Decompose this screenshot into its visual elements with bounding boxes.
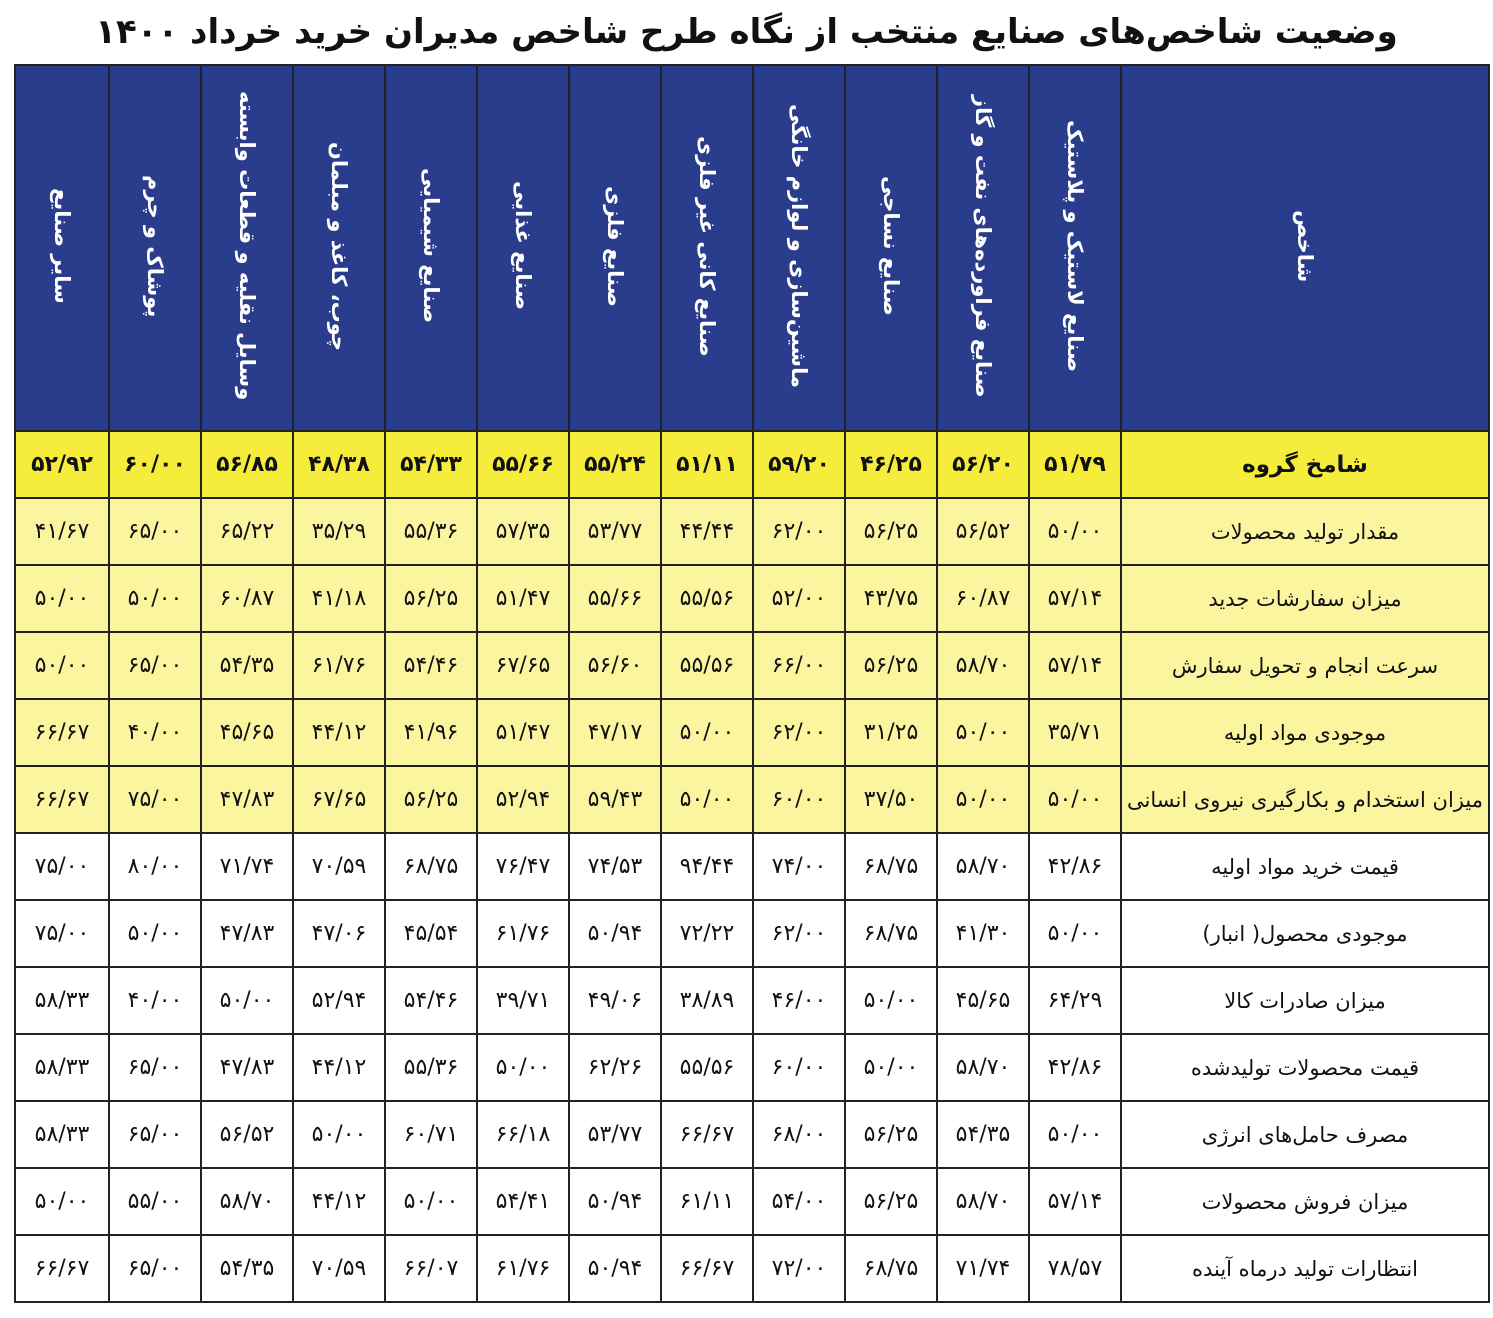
table-cell: ۶۶/۱۸ (477, 1101, 569, 1168)
table-cell: ۵۴/۳۵ (937, 1101, 1029, 1168)
row-label: موجودی مواد اولیه (1121, 699, 1489, 766)
table-cell: ۷۵/۰۰ (109, 766, 201, 833)
header-label: صنایع غذایی (511, 181, 535, 311)
table-cell: ۶۱/۷۶ (293, 632, 385, 699)
row-label: میزان صادرات کالا (1121, 967, 1489, 1034)
table-cell: ۶۵/۰۰ (109, 632, 201, 699)
table-cell: ۵۶/۸۵ (201, 431, 293, 498)
header-label: صنایع لاستیک و پلاستیک (1063, 119, 1087, 373)
table-cell: ۵۶/۲۵ (845, 1168, 937, 1235)
table-cell: ۵۰/۰۰ (1029, 900, 1121, 967)
table-cell: ۵۳/۷۷ (569, 498, 661, 565)
table-row (15, 632, 1489, 699)
table-cell: ۶۵/۰۰ (109, 498, 201, 565)
header-indicator (1121, 65, 1489, 431)
table-cell: ۶۷/۶۵ (293, 766, 385, 833)
table-cell: ۵۴/۴۶ (385, 632, 477, 699)
table-cell: ۵۶/۲۰ (937, 431, 1029, 498)
table-cell: ۴۷/۸۳ (201, 900, 293, 967)
table-cell: ۷۵/۰۰ (15, 833, 109, 900)
group-index-row (15, 431, 1489, 498)
row-label: شامخ گروه (1121, 431, 1489, 498)
table-cell: ۶۷/۶۵ (477, 632, 569, 699)
row-label: مقدار تولید محصولات (1121, 498, 1489, 565)
table-row (15, 967, 1489, 1034)
table-cell: ۷۱/۷۴ (937, 1235, 1029, 1302)
table-cell: ۷۲/۲۲ (661, 900, 753, 967)
table-cell: ۵۰/۰۰ (937, 766, 1029, 833)
page-title: وضعیت شاخص‌های صنایع منتخب از نگاه طرح شاخص مدیران خرید خرداد ۱۴۰۰ (95, 12, 1398, 52)
table-cell: ۵۰/۰۰ (293, 1101, 385, 1168)
table-cell: ۳۵/۲۹ (293, 498, 385, 565)
header-industry (109, 65, 201, 431)
table-cell: ۶۰/۷۱ (385, 1101, 477, 1168)
table-cell: ۴۴/۱۲ (293, 699, 385, 766)
table-cell: ۵۳/۷۷ (569, 1101, 661, 1168)
header-label: سایر صنایع (50, 188, 74, 304)
table-cell: ۵۰/۰۰ (937, 699, 1029, 766)
table-cell: ۴۵/۶۵ (937, 967, 1029, 1034)
table-cell: ۷۱/۷۴ (201, 833, 293, 900)
table-cell: ۴۶/۰۰ (753, 967, 845, 1034)
table-cell: ۳۹/۷۱ (477, 967, 569, 1034)
table-cell: ۵۷/۱۴ (1029, 632, 1121, 699)
table-cell: ۶۱/۷۶ (477, 1235, 569, 1302)
table-cell: ۵۰/۰۰ (845, 967, 937, 1034)
table-cell: ۵۸/۳۳ (15, 1101, 109, 1168)
table-row (15, 900, 1489, 967)
table-row (15, 833, 1489, 900)
table-cell: ۶۵/۰۰ (109, 1101, 201, 1168)
table-cell: ۵۰/۰۰ (201, 967, 293, 1034)
table-cell: ۶۰/۸۷ (937, 565, 1029, 632)
table-cell: ۴۱/۳۰ (937, 900, 1029, 967)
table-cell: ۷۸/۵۷ (1029, 1235, 1121, 1302)
table-cell: ۵۰/۰۰ (15, 565, 109, 632)
table-cell: ۴۴/۱۲ (293, 1034, 385, 1101)
pmi-table (14, 64, 1490, 1303)
table-cell: ۵۶/۲۵ (385, 565, 477, 632)
table-cell: ۷۰/۵۹ (293, 833, 385, 900)
table-cell: ۵۴/۳۵ (201, 1235, 293, 1302)
table-cell: ۵۶/۶۰ (569, 632, 661, 699)
table-cell: ۵۲/۹۲ (15, 431, 109, 498)
header-label: وسایل نقلیه و قطعات وابسته (235, 91, 259, 401)
row-label: میزان استخدام و بکارگیری نیروی انسانی (1121, 766, 1489, 833)
table-cell: ۵۵/۶۶ (569, 565, 661, 632)
table-cell: ۵۴/۳۳ (385, 431, 477, 498)
header-industry (569, 65, 661, 431)
table-cell: ۷۴/۰۰ (753, 833, 845, 900)
table-cell: ۵۵/۵۶ (661, 632, 753, 699)
table-cell: ۴۵/۵۴ (385, 900, 477, 967)
table-cell: ۶۶/۰۰ (753, 632, 845, 699)
table-cell: ۵۰/۰۰ (109, 565, 201, 632)
table-cell: ۵۹/۲۰ (753, 431, 845, 498)
table-cell: ۶۵/۰۰ (109, 1235, 201, 1302)
table-cell: ۵۸/۷۰ (201, 1168, 293, 1235)
table-cell: ۶۱/۱۱ (661, 1168, 753, 1235)
table-cell: ۵۶/۲۵ (385, 766, 477, 833)
table-cell: ۵۸/۷۰ (937, 1034, 1029, 1101)
table-cell: ۵۰/۰۰ (109, 900, 201, 967)
row-label: قیمت خرید مواد اولیه (1121, 833, 1489, 900)
header-label: پوشاک و چرم (143, 174, 167, 318)
table-cell: ۵۰/۹۴ (569, 1168, 661, 1235)
table-row (15, 1034, 1489, 1101)
table-cell: ۵۶/۵۲ (201, 1101, 293, 1168)
table-cell: ۴۴/۱۲ (293, 1168, 385, 1235)
table-cell: ۷۲/۰۰ (753, 1235, 845, 1302)
table-cell: ۴۷/۰۶ (293, 900, 385, 967)
table-cell: ۷۰/۵۹ (293, 1235, 385, 1302)
table-cell: ۵۵/۵۶ (661, 565, 753, 632)
table-cell: ۶۰/۰۰ (753, 766, 845, 833)
header-industry (845, 65, 937, 431)
table-cell: ۶۲/۲۶ (569, 1034, 661, 1101)
header-industry (1029, 65, 1121, 431)
table-cell: ۹۴/۴۴ (661, 833, 753, 900)
table-row (15, 1235, 1489, 1302)
table-cell: ۵۸/۷۰ (937, 632, 1029, 699)
table-row (15, 766, 1489, 833)
table-cell: ۴۵/۶۵ (201, 699, 293, 766)
table-cell: ۵۹/۴۳ (569, 766, 661, 833)
table-cell: ۴۸/۳۸ (293, 431, 385, 498)
table-cell: ۵۲/۰۰ (753, 565, 845, 632)
header-row (15, 65, 1489, 431)
table-row (15, 498, 1489, 565)
table-cell: ۵۴/۳۵ (201, 632, 293, 699)
table-cell: ۴۷/۱۷ (569, 699, 661, 766)
table-cell: ۴۳/۷۵ (845, 565, 937, 632)
table-cell: ۴۶/۲۵ (845, 431, 937, 498)
table-cell: ۵۰/۰۰ (1029, 766, 1121, 833)
row-label: انتظارات تولید درماه آینده (1121, 1235, 1489, 1302)
table-cell: ۳۷/۵۰ (845, 766, 937, 833)
table-cell: ۸۰/۰۰ (109, 833, 201, 900)
table-cell: ۵۵/۵۶ (661, 1034, 753, 1101)
table-cell: ۵۰/۰۰ (1029, 498, 1121, 565)
header-label: صنایع کانی غیر فلزی (695, 135, 719, 357)
table-cell: ۵۰/۰۰ (1029, 1101, 1121, 1168)
table-cell: ۷۴/۵۳ (569, 833, 661, 900)
header-industry (661, 65, 753, 431)
row-label: میزان فروش محصولات (1121, 1168, 1489, 1235)
header-label: صنایع نساجی (879, 176, 903, 316)
table-cell: ۵۰/۰۰ (15, 632, 109, 699)
table-cell: ۶۰/۰۰ (109, 431, 201, 498)
table-cell: ۴۰/۰۰ (109, 699, 201, 766)
table-cell: ۶۵/۲۲ (201, 498, 293, 565)
row-label: قیمت محصولات تولیدشده (1121, 1034, 1489, 1101)
table-cell: ۳۵/۷۱ (1029, 699, 1121, 766)
table-cell: ۶۸/۷۵ (845, 833, 937, 900)
table-cell: ۵۰/۰۰ (845, 1034, 937, 1101)
table-cell: ۵۸/۷۰ (937, 1168, 1029, 1235)
table-cell: ۶۰/۰۰ (753, 1034, 845, 1101)
table-cell: ۵۶/۲۵ (845, 1101, 937, 1168)
table-cell: ۵۸/۷۰ (937, 833, 1029, 900)
table-cell: ۵۴/۴۶ (385, 967, 477, 1034)
table-cell: ۶۴/۲۹ (1029, 967, 1121, 1034)
table-cell: ۵۷/۱۴ (1029, 565, 1121, 632)
table-cell: ۶۶/۶۷ (15, 1235, 109, 1302)
table-cell: ۵۰/۹۴ (569, 1235, 661, 1302)
row-label: مصرف حامل‌های انرژی (1121, 1101, 1489, 1168)
table-cell: ۵۸/۳۳ (15, 967, 109, 1034)
table-cell: ۴۷/۸۳ (201, 766, 293, 833)
table-cell: ۴۱/۹۶ (385, 699, 477, 766)
table-cell: ۵۵/۲۴ (569, 431, 661, 498)
table-cell: ۵۰/۰۰ (661, 699, 753, 766)
table-cell: ۶۰/۸۷ (201, 565, 293, 632)
table-cell: ۴۷/۸۳ (201, 1034, 293, 1101)
table-cell: ۴۲/۸۶ (1029, 1034, 1121, 1101)
table-cell: ۵۸/۳۳ (15, 1034, 109, 1101)
table-row (15, 699, 1489, 766)
header-industry (937, 65, 1029, 431)
table-cell: ۵۱/۱۱ (661, 431, 753, 498)
table-cell: ۶۱/۷۶ (477, 900, 569, 967)
table-cell: ۵۱/۴۷ (477, 565, 569, 632)
table-cell: ۵۴/۰۰ (753, 1168, 845, 1235)
row-label: موجودی محصول( انبار) (1121, 900, 1489, 967)
table-cell: ۵۰/۰۰ (477, 1034, 569, 1101)
header-label: شاخص (1293, 209, 1317, 283)
table-cell: ۵۱/۴۷ (477, 699, 569, 766)
table-cell: ۶۶/۶۷ (15, 699, 109, 766)
table-cell: ۴۴/۴۴ (661, 498, 753, 565)
table-cell: ۵۰/۰۰ (385, 1168, 477, 1235)
header-industry (15, 65, 109, 431)
table-cell: ۵۶/۲۵ (845, 632, 937, 699)
header-label: صنایع فراورده‌های نفت و گاز (971, 94, 995, 398)
table-cell: ۶۶/۶۷ (661, 1235, 753, 1302)
table-cell: ۴۱/۶۷ (15, 498, 109, 565)
row-label: میزان سفارشات جدید (1121, 565, 1489, 632)
table-cell: ۳۱/۲۵ (845, 699, 937, 766)
table-cell: ۵۰/۰۰ (15, 1168, 109, 1235)
header-industry (201, 65, 293, 431)
header-label: چوب، کاغذ و مبلمان (327, 141, 351, 351)
table-cell: ۶۶/۶۷ (661, 1101, 753, 1168)
header-industry (385, 65, 477, 431)
table-cell: ۵۱/۷۹ (1029, 431, 1121, 498)
table-cell: ۵۷/۳۵ (477, 498, 569, 565)
table-cell: ۶۲/۰۰ (753, 699, 845, 766)
table-row (15, 565, 1489, 632)
header-industry (293, 65, 385, 431)
table-cell: ۶۸/۷۵ (845, 1235, 937, 1302)
table-cell: ۶۶/۰۷ (385, 1235, 477, 1302)
table-cell: ۵۴/۴۱ (477, 1168, 569, 1235)
header-label: صنایع فلزی (603, 185, 627, 307)
table-cell: ۳۸/۸۹ (661, 967, 753, 1034)
row-label: سرعت انجام و تحویل سفارش (1121, 632, 1489, 699)
table-cell: ۴۰/۰۰ (109, 967, 201, 1034)
table-cell: ۶۸/۰۰ (753, 1101, 845, 1168)
table-cell: ۶۲/۰۰ (753, 498, 845, 565)
table-cell: ۵۶/۲۵ (845, 498, 937, 565)
table-cell: ۴۱/۱۸ (293, 565, 385, 632)
table-row (15, 1101, 1489, 1168)
table-cell: ۶۶/۶۷ (15, 766, 109, 833)
table-cell: ۶۵/۰۰ (109, 1034, 201, 1101)
table-cell: ۵۰/۹۴ (569, 900, 661, 967)
table-cell: ۵۷/۱۴ (1029, 1168, 1121, 1235)
table-cell: ۷۵/۰۰ (15, 900, 109, 967)
header-label: صنایع شیمیایی (419, 168, 443, 324)
table-cell: ۶۲/۰۰ (753, 900, 845, 967)
table-cell: ۴۲/۸۶ (1029, 833, 1121, 900)
header-industry (477, 65, 569, 431)
table-cell: ۶۸/۷۵ (385, 833, 477, 900)
table-cell: ۵۲/۹۴ (477, 766, 569, 833)
table-row (15, 1168, 1489, 1235)
table-cell: ۵۵/۶۶ (477, 431, 569, 498)
table-cell: ۷۶/۴۷ (477, 833, 569, 900)
table-cell: ۴۹/۰۶ (569, 967, 661, 1034)
table-cell: ۵۶/۵۲ (937, 498, 1029, 565)
table-cell: ۵۵/۳۶ (385, 498, 477, 565)
table-cell: ۵۵/۳۶ (385, 1034, 477, 1101)
table-cell: ۵۰/۰۰ (661, 766, 753, 833)
table-cell: ۵۵/۰۰ (109, 1168, 201, 1235)
table-cell: ۶۸/۷۵ (845, 900, 937, 967)
header-industry (753, 65, 845, 431)
table-cell: ۵۲/۹۴ (293, 967, 385, 1034)
header-label: ماشین‌سازی و لوازم خانگی (787, 104, 811, 388)
